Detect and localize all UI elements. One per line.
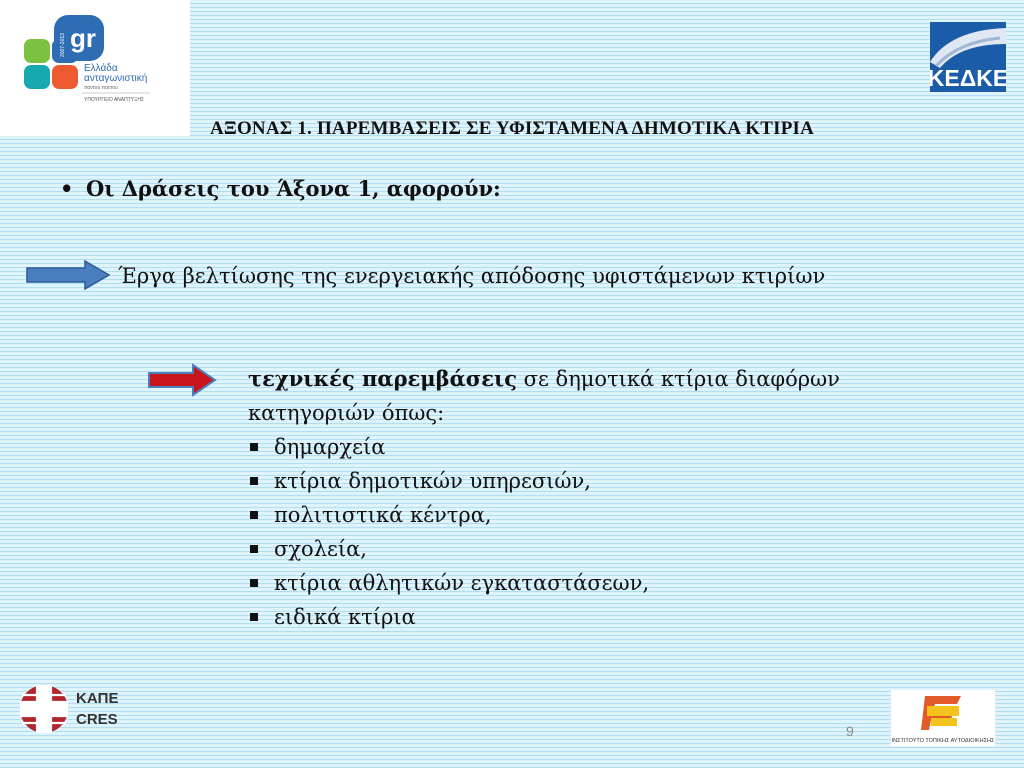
blue-arrow-icon bbox=[25, 259, 111, 295]
bullet-heading-text: Οι Δράσεις του Άξονα 1, αφορούν: bbox=[86, 176, 501, 201]
red-arrow-icon bbox=[147, 363, 217, 401]
interventions-bold: τεχνικές παρεμβάσεις bbox=[248, 366, 517, 391]
list-item: κτίρια αθλητικών εγκαταστάσεων, bbox=[248, 566, 948, 600]
svg-text:ΙΝΣΤΙΤΟΥΤΟ ΤΟΠΙΚΗΣ ΑΥΤΟΔΙΟΙΚΗΣ: ΙΝΣΤΙΤΟΥΤΟ ΤΟΠΙΚΗΣ ΑΥΤΟΔΙΟΙΚΗΣΗΣ bbox=[891, 738, 995, 744]
bullet-heading bbox=[60, 176, 501, 201]
svg-text:CRES: CRES bbox=[76, 711, 118, 728]
list-item: σχολεία, bbox=[248, 532, 948, 566]
building-categories-list bbox=[248, 430, 948, 634]
kedke-logo bbox=[930, 22, 1006, 92]
bullet-dot: • bbox=[60, 176, 74, 201]
svg-text:ΥΠΟΥΡΓΕΙΟ ΑΝΑΠΤΥΞΗΣ: ΥΠΟΥΡΓΕΙΟ ΑΝΑΠΤΥΞΗΣ bbox=[84, 97, 145, 103]
svg-text:ανταγωνιστική: ανταγωνιστική bbox=[84, 73, 148, 84]
page-number: 9 bbox=[846, 723, 854, 739]
svg-text:Ελλάδα: Ελλάδα bbox=[84, 63, 118, 74]
local-government-institute-logo bbox=[891, 690, 995, 746]
svg-text:ΚΑΠΕ: ΚΑΠΕ bbox=[76, 690, 118, 707]
list-item: πολιτιστικά κέντρα, bbox=[248, 498, 948, 532]
greece-competitive-logo bbox=[0, 0, 190, 136]
slide-title: ΑΞΟΝΑΣ 1. ΠΑΡΕΜΒΑΣΕΙΣ ΣΕ ΥΦΙΣΤΑΜΕΝΑ ΔΗΜΟΤΙΚΑ ΚΤΙΡΙΑ bbox=[209, 118, 815, 139]
list-item: κτίρια δημοτικών υπηρεσιών, bbox=[248, 464, 948, 498]
svg-text:gr: gr bbox=[70, 23, 96, 53]
interventions-line2: κατηγοριών όπως: bbox=[248, 401, 445, 425]
kape-cres-logo bbox=[18, 673, 118, 745]
interventions-intro bbox=[248, 362, 948, 396]
interventions-block bbox=[248, 362, 948, 634]
energy-efficiency-text: Έργα βελτίωσης της ενεργειακής απόδοσης υφιστάμενων κτιρίων bbox=[118, 264, 826, 288]
list-item: ειδικά κτίρια bbox=[248, 600, 948, 634]
svg-text:2007-2013: 2007-2013 bbox=[60, 33, 66, 57]
interventions-rest: σε δημοτικά κτίρια διαφόρων bbox=[516, 367, 840, 391]
svg-text:ΚΕΔΚΕ: ΚΕΔΚΕ bbox=[930, 65, 1006, 91]
list-item: δημαρχεία bbox=[248, 430, 948, 464]
svg-text:παντού παντού: παντού παντού bbox=[84, 85, 118, 91]
